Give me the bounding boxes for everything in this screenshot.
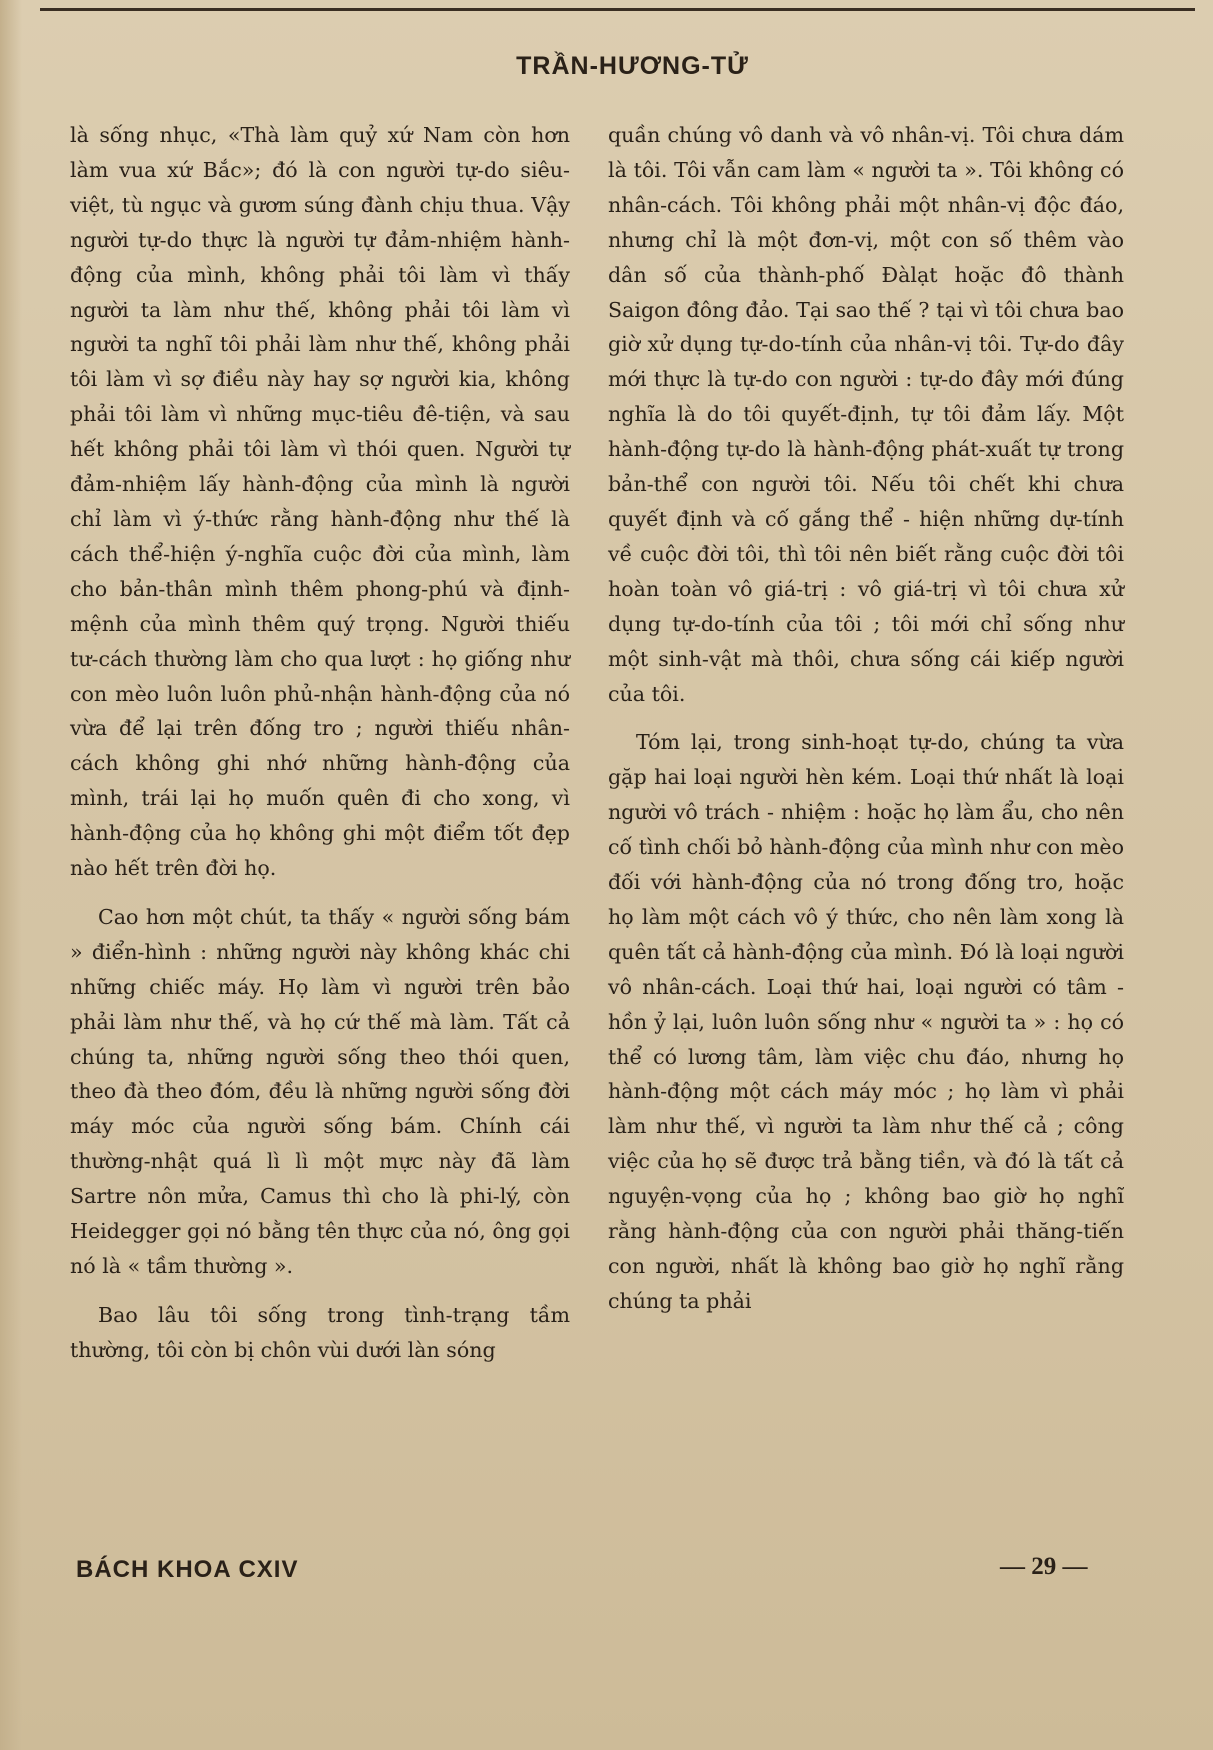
paragraph: quần chúng vô danh và vô nhân-vị. Tôi chưa dám là tôi. Tôi vẫn cam làm « người ta ». Tôi không có nhân-cách. Tôi không phải một nhân-vị độc đáo, nhưng chỉ là một đơn-vị, một con số thêm vào dân số của thành-phố Đàlạt hoặc đô thành Saigon đông đảo. Tại sao thế ? tại vì tôi chưa bao giờ xử dụng tự-do-tính của nhân-vị tôi. Tự-do đây mới thực là tự-do con người : tự-do đây mới đúng nghĩa là do tôi quyết-định, tự tôi đảm lấy. Một hành-động tự-do là hành-động phát-xuất tự trong bản-thể con người tôi. Nếu tôi chết khi chưa quyết định và cố gắng thể - hiện những dự-tính về cuộc đời tôi, thì tôi nên biết rằng cuộc đời tôi hoàn toàn vô giá-trị : vô giá-trị vì tôi chưa xử dụng tự-do-tính của tôi ; tôi mới chỉ sống như một sinh-vật mà thôi, chưa sống cái kiếp người của tôi. — [608, 123, 1124, 706]
right-column — [608, 118, 1124, 1319]
paragraph: Cao hơn một chút, ta thấy « người sống bám » điển-hình : những người này không khác chi những chiếc máy. Họ làm vì người trên bảo phải làm như thế, và họ cứ thế mà làm. Tất cả chúng ta, những người sống theo thói quen, theo đà theo đóm, đều là những người sống đời máy móc của người sống bám. Chính cái thường-nhật quá lì lì một mực này đã làm Sartre nôn mửa, Camus thì cho là phi-lý, còn Heidegger gọi nó bằng tên thực của nó, ông gọi nó là « tầm thường ». — [70, 904, 570, 1278]
top-rule — [40, 8, 1195, 11]
publication-name: BÁCH KHOA CXIV — [76, 1556, 299, 1583]
paragraph: là sống nhục, «Thà làm quỷ xứ Nam còn hơn làm vua xứ Bắc»; đó là con người tự-do siêu-việt, tù ngục và gươm súng đành chịu thua. Vậy người tự-do thực là người tự đảm-nhiệm hành-động của mình, không phải tôi làm vì thấy người ta làm như thế, không phải tôi làm vì người ta nghĩ tôi phải làm như thế, không phải tôi làm vì sợ điều này hay sợ người kia, không phải tôi làm vì những mục-tiêu đê-tiện, và sau hết không phải tôi làm vì thói quen. Người tự đảm-nhiệm lấy hành-động của mình là người chỉ làm vì ý-thức rằng hành-động như thế là cách thể-hiện ý-nghĩa cuộc đời của mình, làm cho bản-thân mình thêm phong-phú và định-mệnh của mình thêm quý trọng. Người thiếu tư-cách thường làm cho qua lượt : họ giống như con mèo luôn luôn phủ-nhận hành-động của nó vừa để lại trên đống tro ; người thiếu nhân-cách không ghi nhớ những hành-động của mình, trái lại họ muốn quên đi cho xong, vì hành-động của họ không ghi một điểm tốt đẹp nào hết trên đời họ. — [70, 123, 570, 881]
running-title: TRẦN-HƯƠNG-TỬ — [516, 52, 749, 80]
page-number: — 29 — — [1000, 1553, 1088, 1580]
left-column — [70, 118, 570, 1368]
paragraph: Tóm lại, trong sinh-hoạt tự-do, chúng ta vừa gặp hai loại người hèn kém. Loại thứ nhất là loại người vô trách - nhiệm : hoặc họ làm ẩu, cho nên cố tình chối bỏ hành-động của mình như con mèo đối với hành-động của nó trong đống tro, hoặc họ làm một cách vô ý thức, cho nên làm xong là quên tất cả hành-động của mình. Đó là loại người vô nhân-cách. Loại thứ hai, loại người có tâm - hồn ỷ lại, luôn luôn sống như « người ta » : họ có thể có lương tâm, làm việc chu đáo, nhưng họ hành-động một cách máy móc ; họ làm vì phải làm như thế, vì người ta làm như thế cả ; công việc của họ sẽ được trả bằng tiền, và đó là tất cả nguyện-vọng của họ ; không bao giờ họ nghĩ rằng hành-động của con người phải thăng-tiến con người, nhất là không bao giờ họ nghĩ rằng chúng ta phải — [608, 730, 1124, 1313]
page-edge-shadow — [0, 0, 22, 1750]
paragraph: Bao lâu tôi sống trong tình-trạng tầm thường, tôi còn bị chôn vùi dưới làn sóng — [70, 1302, 570, 1362]
